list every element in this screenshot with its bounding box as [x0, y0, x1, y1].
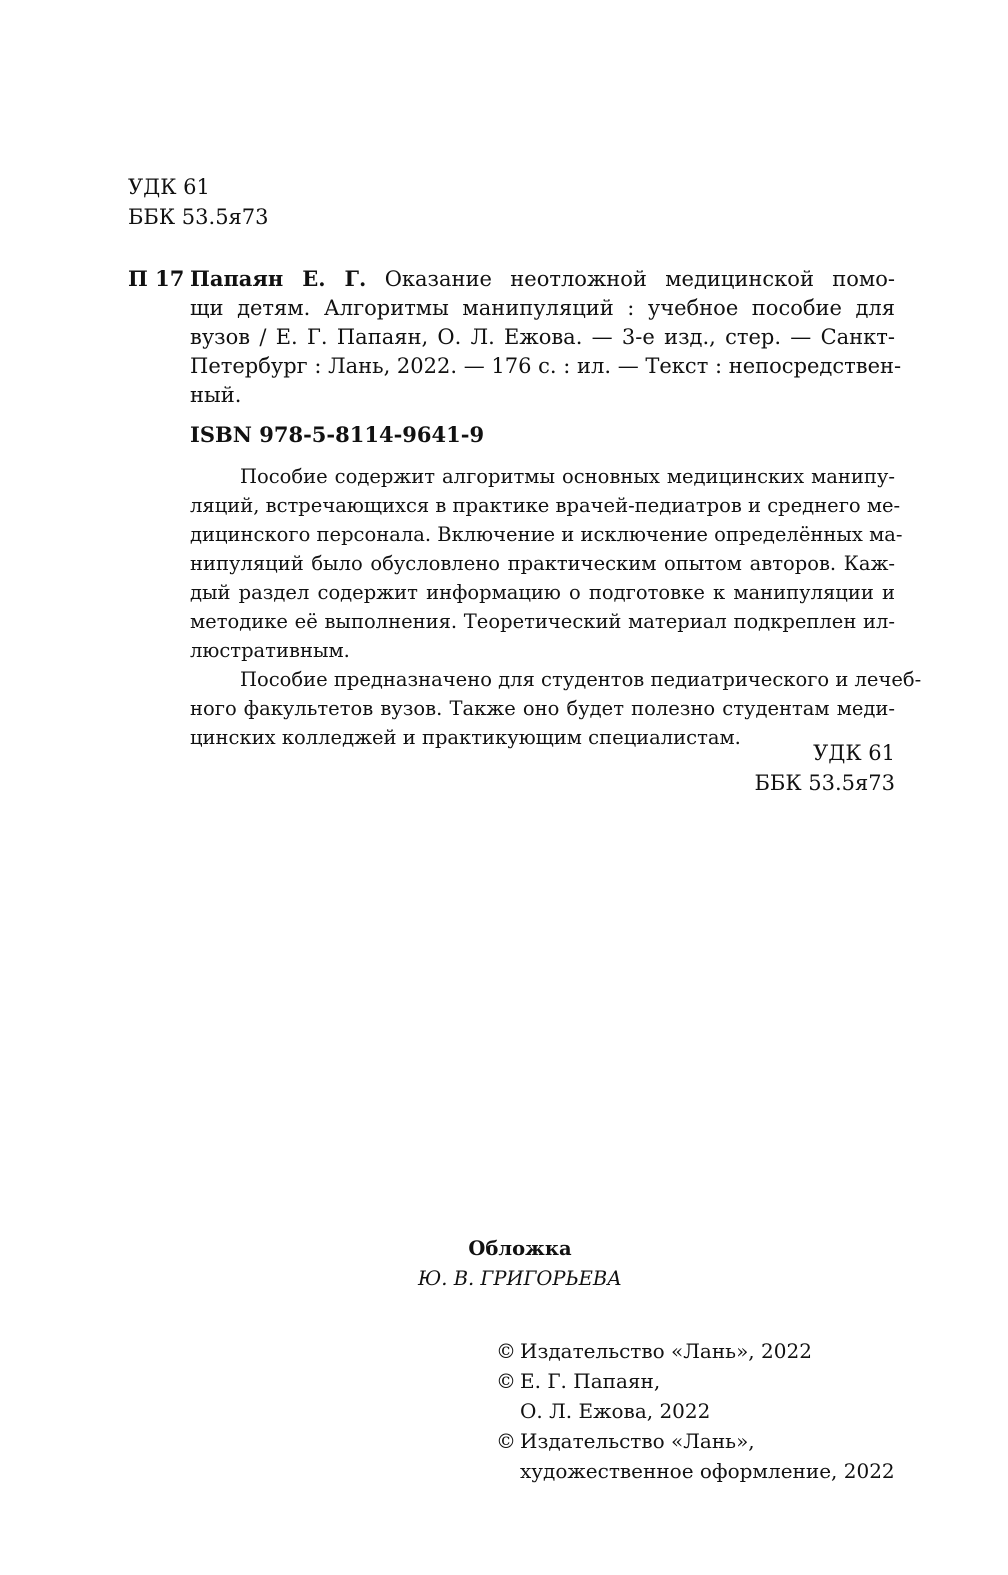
cover-label: Обложка	[468, 1237, 572, 1260]
biblio-line: Петербург : Лань, 2022. — 176 с. : ил. — Текст : непосредствен-	[190, 354, 902, 378]
biblio-line-text: Оказание неотложной медицинской помо-	[366, 267, 895, 291]
copyright-line: О. Л. Ежова, 2022	[520, 1399, 711, 1423]
copyright-notice	[496, 1426, 895, 1486]
copyright-notice	[496, 1366, 895, 1426]
copyright-line: Издательство «Лань», 2022	[520, 1339, 812, 1363]
author-index-code: П 17	[128, 266, 185, 291]
copyright-sign: ©	[496, 1429, 516, 1453]
bibliographic-description	[190, 264, 902, 410]
copyright-line: Издательство «Лань»,	[520, 1429, 755, 1453]
cover-credit	[330, 1234, 710, 1294]
author-name: Папаян Е. Г.	[190, 266, 367, 291]
udk-code: УДК 61	[128, 175, 210, 199]
biblio-line	[190, 264, 895, 294]
copyright-line: Е. Г. Папаян,	[520, 1369, 661, 1393]
copyright-notice	[496, 1336, 895, 1366]
annotation-line: дый раздел содержит информацию о подготовке к манипуляции и	[190, 581, 895, 604]
annotation	[190, 462, 922, 752]
isbn: ISBN 978-5-8114-9641-9	[190, 422, 485, 447]
copyright-line: художественное оформление, 2022	[520, 1459, 895, 1483]
annotation-line: нипуляций было обусловлено практическим опытом авторов. Каж-	[190, 552, 895, 575]
udk-code: УДК 61	[813, 741, 895, 765]
copyright-sign: ©	[496, 1339, 516, 1363]
annotation-line: ного факультетов вузов. Также оно будет полезно студентам меди-	[190, 697, 895, 720]
bbk-code: ББК 53.5я73	[128, 205, 269, 229]
classification-top	[128, 172, 269, 232]
annotation-line: ляций, встречающихся в практике врачей-педиатров и среднего ме-	[190, 494, 901, 517]
biblio-line: вузов / Е. Г. Папаян, О. Л. Ежова. — 3-е изд., стер. — Санкт-	[190, 325, 895, 349]
copyright-notices	[496, 1336, 895, 1486]
biblio-line: ный.	[190, 383, 242, 407]
annotation-line: цинских колледжей и практикующим специалистам.	[190, 726, 741, 749]
annotation-line: люстративным.	[190, 639, 350, 662]
annotation-line: Пособие содержит алгоритмы основных медицинских манипу-	[240, 465, 895, 488]
annotation-line: Пособие предназначено для студентов педиатрического и лечеб-	[240, 668, 922, 691]
cover-designer-name: Ю. В. ГРИГОРЬЕВА	[418, 1267, 622, 1290]
copyright-sign: ©	[496, 1369, 516, 1393]
annotation-line: дицинского персонала. Включение и исключение определённых ма-	[190, 523, 903, 546]
annotation-line: методике её выполнения. Теоретический материал подкреплен ил-	[190, 610, 895, 633]
biblio-line: щи детям. Алгоритмы манипуляций : учебное пособие для	[190, 296, 895, 320]
bbk-code: ББК 53.5я73	[754, 771, 895, 795]
classification-bottom	[754, 738, 895, 798]
